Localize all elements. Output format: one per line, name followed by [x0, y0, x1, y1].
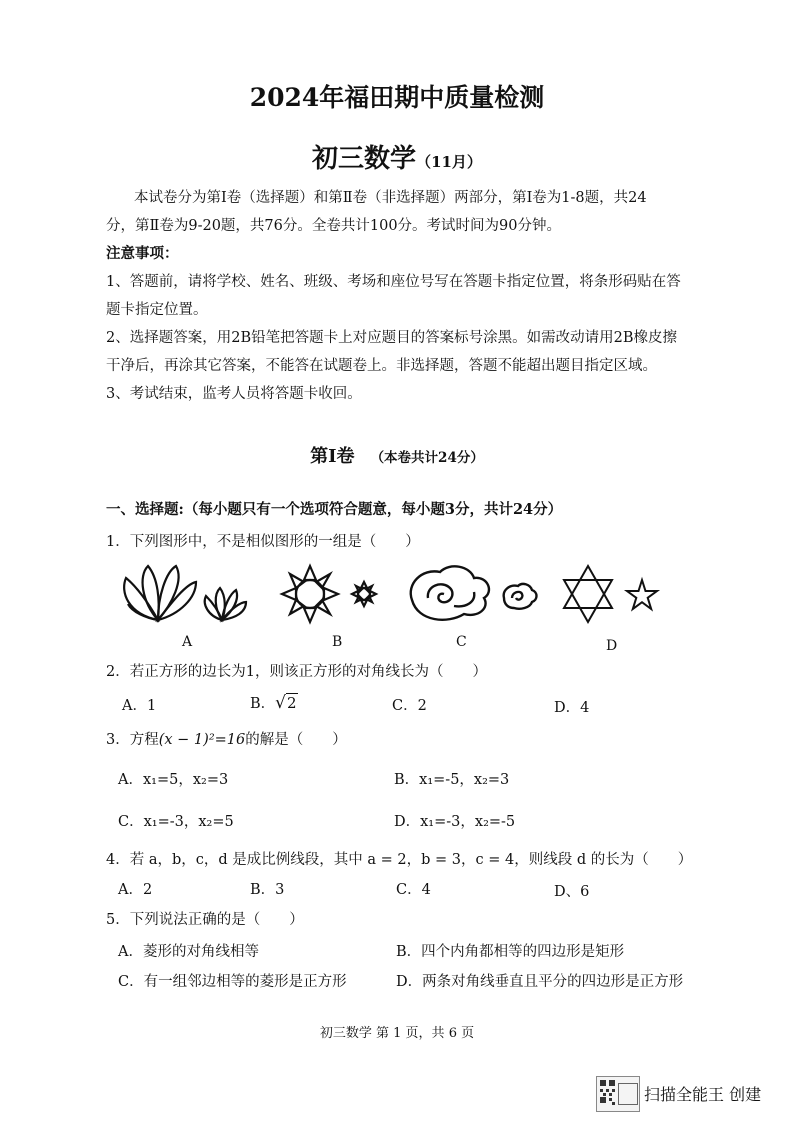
qr-code-icon [600, 1080, 616, 1108]
section-score: （本卷共计24分） [370, 450, 484, 466]
q4-option-c: C．4 [396, 882, 431, 898]
q5-stem: 5．下列说法正确的是（ ） [106, 912, 304, 928]
q2-option-b [250, 692, 298, 713]
subject-name: 初三数学 [312, 144, 417, 174]
q3-option-d: D．x₁=-3，x₂=-5 [394, 814, 516, 830]
exam-title: 2024年福田期中质量检测 [249, 83, 545, 112]
q2-option-d: D．4 [554, 700, 590, 716]
section-title [0, 442, 794, 468]
q2-option-b-value: 2 [287, 694, 297, 712]
part-desc: （每小题只有一个选项符合题意，每小题3分，共计24分） [183, 501, 563, 518]
scanner-logo-mark [618, 1083, 638, 1105]
exam-month: （11月） [416, 153, 482, 171]
scanner-logo [596, 1076, 640, 1112]
q5-option-c: C．有一组邻边相等的菱形是正方形 [118, 974, 347, 990]
intro-line-1: 本试卷分为第Ⅰ卷（选择题）和第Ⅱ卷（非选择题）两部分，第Ⅰ卷为1-8题，共24 [134, 190, 647, 206]
q1-label-d: D [606, 638, 618, 654]
page-footer: 初三数学 第 1 页，共 6 页 [319, 1026, 475, 1041]
q5-option-b: B．四个内角都相等的四边形是矩形 [396, 944, 625, 960]
part-label: 一、选择题: [106, 501, 184, 518]
q1-figure-c [404, 562, 544, 626]
part-heading [106, 498, 562, 519]
notes-heading: 注意事项： [106, 245, 179, 262]
q3-option-c: C．x₁=-3，x₂=5 [118, 814, 234, 830]
sqrt-icon: √ [275, 693, 286, 713]
q4-option-a: A．2 [118, 882, 153, 898]
scanner-watermark-text: 扫描全能王 创建 [644, 1085, 762, 1104]
q3-option-b: B．x₁=-5，x₂=3 [394, 772, 510, 788]
q3-equation: (x − 1)²=16 [158, 732, 246, 748]
q2-option-b-prefix: B． [250, 696, 276, 712]
q3-stem [106, 728, 347, 749]
q4-option-d: D、6 [554, 884, 590, 900]
q2-stem: 2．若正方形的边长为1，则该正方形的对角线长为（ ） [106, 664, 487, 680]
note-1b: 题卡指定位置。 [106, 302, 208, 318]
q5-option-d: D．两条对角线垂直且平分的四边形是正方形 [396, 974, 684, 990]
q1-stem: 1．下列图形中，不是相似图形的一组是（ ） [106, 534, 420, 550]
q5-option-a: A．菱形的对角线相等 [118, 944, 259, 960]
note-1a: 1、答题前，请将学校、姓名、班级、考场和座位号写在答题卡指定位置，将条形码贴在答 [106, 274, 681, 290]
q4-option-b: B．3 [250, 882, 285, 898]
note-2b: 干净后，再涂其它答案，不能答在试题卷上。非选择题，答题不能超出题目指定区域。 [106, 358, 657, 374]
q2-option-a: A．1 [122, 698, 157, 714]
q1-label-a: A [182, 634, 193, 650]
intro-line-2: 分，第Ⅱ卷为9-20题，共76分。全卷共计100分。考试时间为90分钟。 [106, 218, 562, 234]
q1-figure-b [276, 562, 386, 626]
q1-figure-a [118, 562, 258, 624]
q4-stem: 4．若 a，b，c，d 是成比例线段，其中 a = 2，b = 3，c = 4，则线段 d 的长为（ ） [106, 852, 693, 868]
exam-subject [0, 138, 794, 175]
section-name: 第Ⅰ卷 [310, 446, 355, 467]
q1-figure-d [560, 562, 670, 626]
q3-stem-prefix: 3．方程 [106, 732, 159, 748]
q3-stem-suffix: 的解是（ ） [245, 732, 347, 748]
q3-option-a: A．x₁=5，x₂=3 [118, 772, 229, 788]
q1-label-c: C [456, 634, 467, 650]
note-3: 3、考试结束，监考人员将答题卡收回。 [106, 386, 362, 402]
note-2a: 2、选择题答案，用2B铅笔把答题卡上对应题目的答案标号涂黑。如需改动请用2B橡皮擦 [106, 330, 677, 346]
q2-option-c: C．2 [392, 698, 427, 714]
q1-label-b: B [332, 634, 343, 650]
